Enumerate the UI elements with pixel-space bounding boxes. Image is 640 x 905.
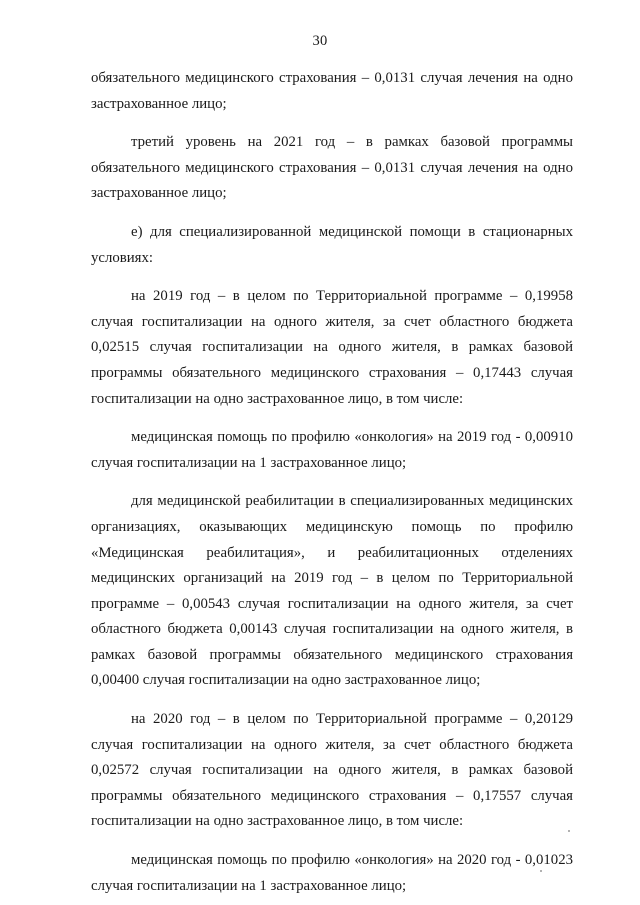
document-body <box>91 66 573 899</box>
paragraph-2020-hospitalization: на 2020 год – в целом по Территориальной программе – 0,20129 случая госпитализации на одного жителя, за счет областного бюджета 0,02572 случая госпитализации на одного жителя, в рамках базовой программы обязательного медицинского страхования – 0,17557 случая госпитализации на одно застрахованное лицо, в том числе: <box>91 711 573 830</box>
paragraph-oncology-2019: медицинская помощь по профилю «онкология» на 2019 год - 0,00910 случая госпитализации на 1 застрахованное лицо; <box>91 429 573 471</box>
paragraph-continuation: обязательного медицинского страхования – 0,0131 случая лечения на одно застрахованное лицо; <box>91 70 573 112</box>
paragraph-oncology-2020: медицинская помощь по профилю «онкология» на 2020 год - 0,01023 случая госпитализации на 1 застрахованное лицо; <box>91 852 573 894</box>
paragraph-specialized-care-heading: е) для специализированной медицинской помощи в стационарных условиях: <box>91 223 573 266</box>
paragraph-2019-hospitalization: на 2019 год – в целом по Территориальной программе – 0,19958 случая госпитализации на одного жителя, за счет областного бюджета 0,02515 случая госпитализации на одного жителя, в рамках базовой программы обязательного медицинского страхования – 0,17443 случая госпитализации на одно застрахованное лицо, в том числе: <box>91 288 573 407</box>
scan-speck <box>568 830 570 832</box>
page-number: 30 <box>312 33 328 49</box>
paragraph-rehabilitation-2019: для медицинской реабилитации в специализированных медицинских организациях, оказывающих медицинскую помощь по профилю «Медицинская реабилитация», и реабилитационных отделениях медицинских организаций на 2019 год – в целом по Территориальной программе – 0,00543 случая госпитализации на одного жителя, за счет областного бюджета 0,00143 случая госпитализации на одного жителя, в рамках базовой программы обязательного медицинского страхования 0,00400 случая госпитализации на одно застрахованное лицо; <box>91 493 573 689</box>
paragraph-third-level-2021: третий уровень на 2021 год – в рамках базовой программы обязательного медицинского страхования – 0,0131 случая лечения на одно застрахованное лицо; <box>91 134 573 202</box>
scan-speck <box>540 870 542 872</box>
